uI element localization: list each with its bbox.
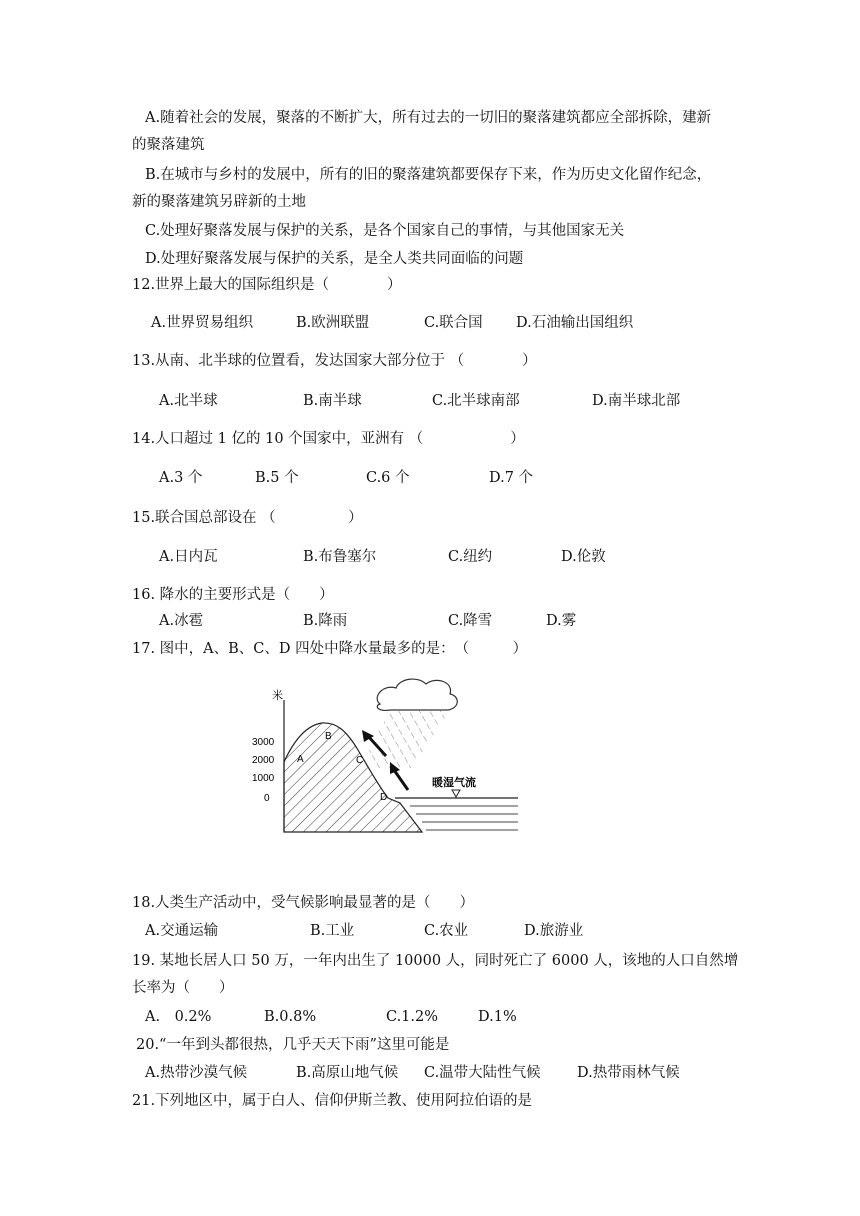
q11-option-a-line1: A.随着社会的发展，聚落的不断扩大，所有过去的一切旧的聚落建筑都应全部拆除，建新 — [145, 110, 712, 126]
q14-option-a: A.3 个 — [159, 470, 203, 486]
q20-option-b: B.高原山地气候 — [296, 1065, 399, 1081]
q15-stem: 15.联合国总部设在 （ ） — [132, 510, 363, 526]
airflow-marker — [452, 790, 460, 797]
q20-option-c: C.温带大陆性气候 — [424, 1065, 541, 1081]
q19-option-c: C.1.2% — [386, 1009, 439, 1025]
point-label-b: B — [325, 731, 332, 742]
q14-option-b: B.5 个 — [255, 470, 299, 486]
diagram-tick-1000: 1000 — [252, 773, 275, 784]
q18-stem: 18.人类生产活动中，受气候影响最显著的是（ ） — [132, 895, 475, 911]
point-label-a: A — [297, 754, 304, 765]
q13-stem: 13.从南、北半球的位置看，发达国家大部分位于 （ ） — [132, 353, 537, 369]
diagram-tick-3000: 3000 — [252, 737, 275, 748]
q16-option-c: C.降雪 — [448, 613, 493, 629]
q18-option-c: C.农业 — [424, 923, 469, 939]
q11-option-c: C.处理好聚落发展与保护的关系，是各个国家自己的事情，与其他国家无关 — [145, 223, 625, 239]
q14-option-d: D.7 个 — [489, 470, 534, 486]
q11-option-b-line2: 新的聚落建筑另辟新的土地 — [132, 194, 306, 210]
q16-option-b: B.降雨 — [303, 613, 348, 629]
q14-option-c: C.6 个 — [366, 470, 410, 486]
cloud-shape — [377, 679, 457, 710]
q16-option-d: D.雾 — [546, 613, 577, 629]
q12-option-d: D.石油输出国组织 — [516, 315, 634, 331]
q13-option-b: B.南半球 — [303, 393, 362, 409]
q18-option-d: D.旅游业 — [524, 923, 584, 939]
q20-option-a: A.热带沙漠气候 — [145, 1065, 248, 1081]
airflow-label: 暖湿气流 — [432, 777, 476, 789]
q12-option-b: B.欧洲联盟 — [296, 315, 370, 331]
q13-option-d: D.南半球北部 — [592, 393, 681, 409]
q17-stem: 17. 图中，A、B、C、D 四处中降水量最多的是： （ ） — [132, 641, 528, 657]
q15-option-d: D.伦敦 — [561, 549, 606, 565]
q19-stem-line2: 长率为（ ） — [132, 980, 234, 996]
q20-option-d: D.热带雨林气候 — [577, 1065, 680, 1081]
q16-stem: 16. 降水的主要形式是（ ） — [132, 587, 334, 603]
point-label-d: D — [380, 792, 388, 803]
q19-option-a: A. 0.2% — [145, 1009, 212, 1025]
diagram-unit-label: 米 — [272, 690, 283, 702]
q12-option-a: A.世界贸易组织 — [151, 315, 254, 331]
q20-stem: 20.“一年到头都很热，几乎天天下雨”这里可能是 — [136, 1037, 450, 1053]
q11-option-b-line1: B.在城市与乡村的发展中，所有的旧的聚落建筑都要保存下来，作为历史文化留作纪念， — [145, 167, 712, 183]
q18-option-a: A.交通运输 — [145, 923, 219, 939]
q15-option-b: B.布鲁塞尔 — [303, 549, 377, 565]
diagram-tick-0: 0 — [264, 793, 270, 804]
orographic-rain-diagram — [250, 670, 530, 840]
q13-option-c: C.北半球南部 — [432, 393, 520, 409]
diagram-tick-2000: 2000 — [252, 755, 275, 766]
q13-option-a: A.北半球 — [159, 393, 218, 409]
q11-option-a-line2: 的聚落建筑 — [132, 137, 205, 153]
q19-option-b: B.0.8% — [264, 1009, 317, 1025]
q12-stem: 12.世界上最大的国际组织是（ ） — [132, 277, 402, 293]
rain-streaks — [360, 710, 450, 768]
upslope-arrow-lower — [394, 770, 408, 790]
q19-option-d: D.1% — [478, 1009, 517, 1025]
q16-option-a: A.冰雹 — [159, 613, 204, 629]
q12-option-c: C.联合国 — [424, 315, 483, 331]
q19-stem-line1: 19. 某地长居人口 50 万，一年内出生了 10000 人，同时死亡了 6000 人，该地的人口自然增 — [132, 953, 739, 969]
q11-option-d: D.处理好聚落发展与保护的关系，是全人类共同面临的问题 — [145, 251, 524, 267]
q15-option-a: A.日内瓦 — [159, 549, 218, 565]
q18-option-b: B.工业 — [310, 923, 355, 939]
q15-option-c: C.纽约 — [448, 549, 493, 565]
q14-stem: 14.人口超过 1 亿的 10 个国家中，亚洲有 （ ） — [132, 431, 525, 447]
q21-stem: 21.下列地区中，属于白人、信仰伊斯兰教、使用阿拉伯语的是 — [132, 1093, 533, 1109]
point-label-c: C — [356, 755, 364, 766]
